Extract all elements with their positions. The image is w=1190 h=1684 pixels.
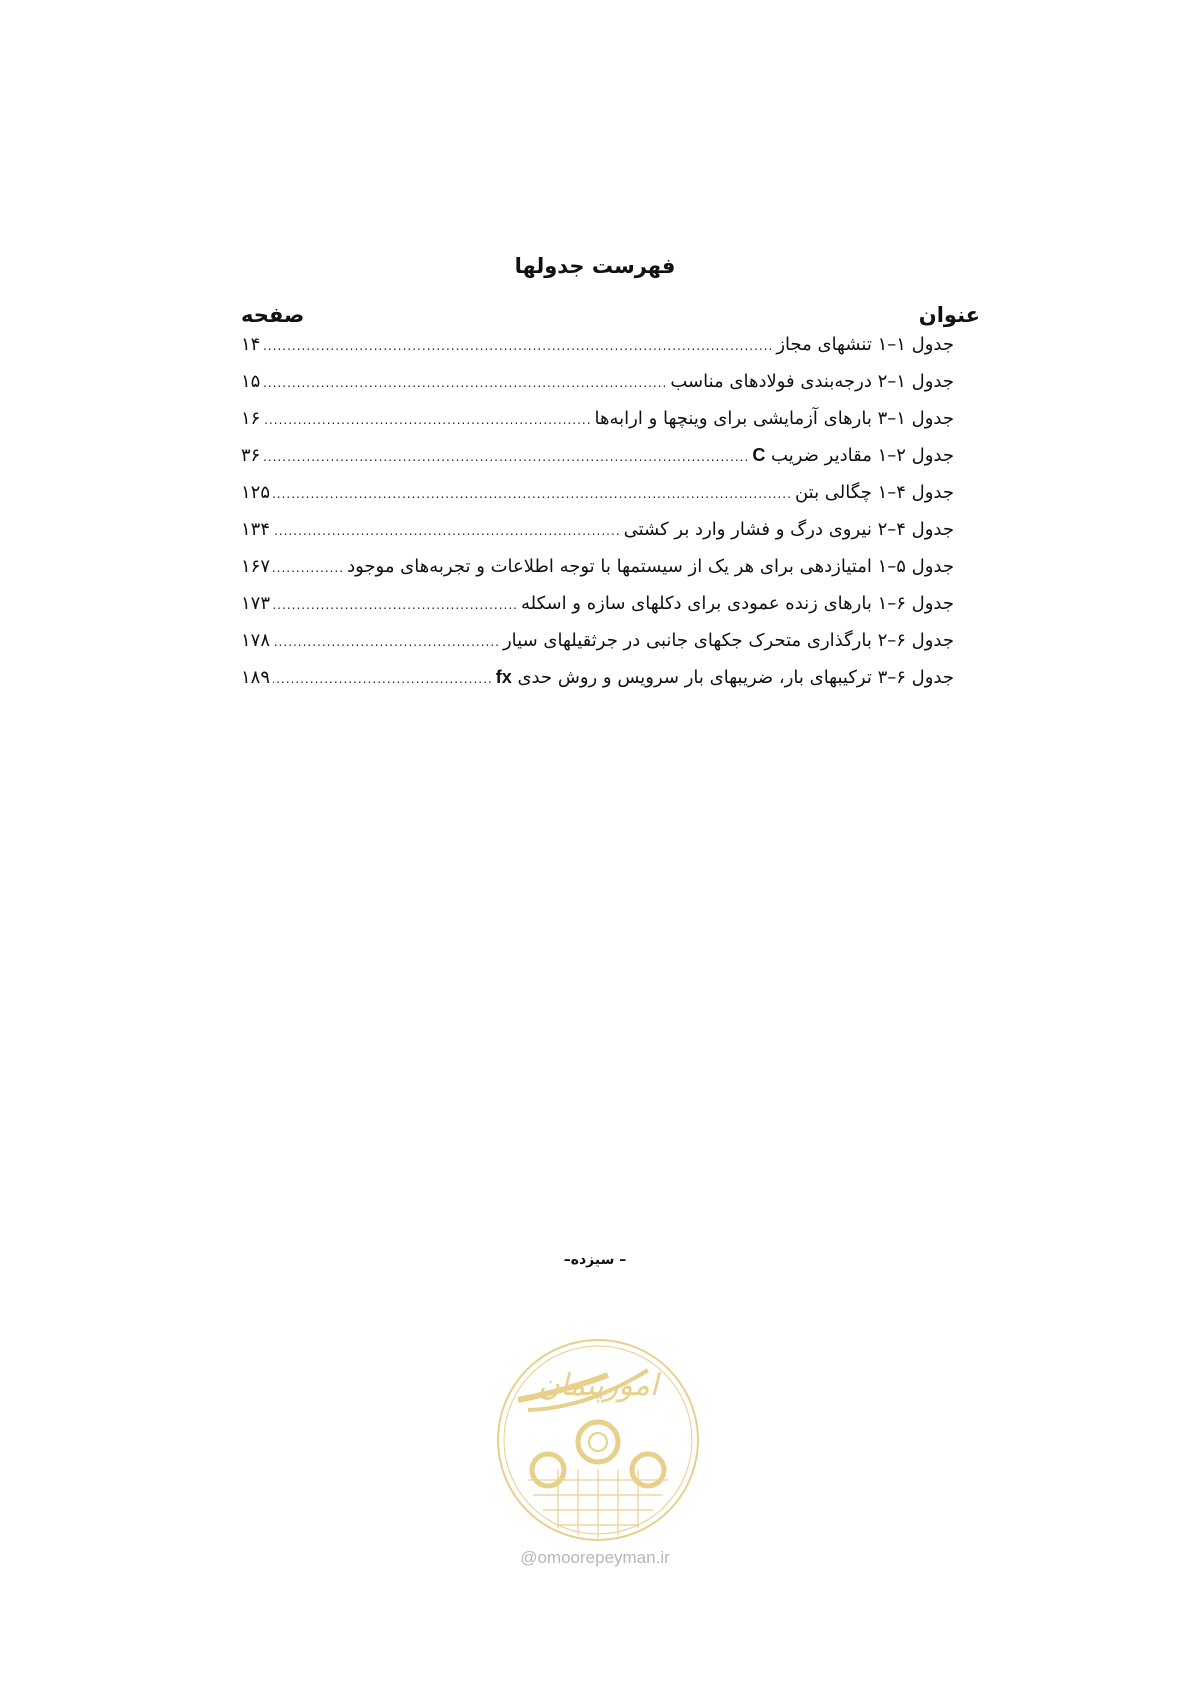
toc-entry[interactable]	[241, 408, 954, 445]
toc-entry[interactable]	[241, 556, 954, 593]
toc-entry[interactable]	[241, 519, 954, 556]
toc-entry-page: ۱۷۸	[241, 630, 271, 651]
toc-entry[interactable]	[241, 593, 954, 630]
toc-entry-label: جدول ۵–۱ امتیازدهی برای هر یک از سیستمها با توجه اطلاعات و تجربه‌های موجود	[347, 556, 954, 577]
toc-entry-label: جدول ۴–۲ نیروی درگ و فشار وارد بر کشتی	[623, 519, 954, 540]
toc-entry-label: جدول ۲–۱ مقادیر ضریب C	[752, 445, 954, 466]
toc-entry-label: جدول ۱–۱ تنشهای مجاز	[776, 334, 954, 355]
toc-entry-page: ۱۴	[241, 334, 261, 355]
toc-entry-page: ۱۶۷	[241, 556, 271, 577]
dot-leader	[263, 376, 667, 390]
dot-leader	[273, 561, 344, 575]
toc-entry-label: جدول ۱–۳ بارهای آزمایشی برای وینچها و ارابه‌ها	[594, 408, 954, 429]
table-of-tables	[241, 334, 954, 704]
column-header-title: عنوان	[918, 303, 980, 327]
toc-entry-label: جدول ۶–۳ ترکیبهای بار، ضریبهای بار سرویس و روش حدی fx	[495, 667, 954, 688]
dot-leader	[263, 450, 749, 464]
toc-entry-page: ۱۲۵	[241, 482, 271, 503]
toc-entry[interactable]	[241, 445, 954, 482]
toc-entry-page: ۱۷۳	[241, 593, 271, 614]
toc-entry-label: جدول ۶–۱ بارهای زنده عمودی برای دکلهای سازه و اسکله	[520, 593, 954, 614]
toc-entry-label: جدول ۶–۲ بارگذاری متحرک جکهای جانبی در جرثقیلهای سیار	[502, 630, 954, 651]
watermark-url: @omoorepeyman.ir	[520, 1548, 670, 1567]
toc-entry-label: جدول ۱–۲ درجه‌بندی فولادهای مناسب	[670, 371, 954, 392]
dot-leader	[273, 635, 500, 649]
dot-leader	[273, 672, 493, 686]
toc-entry[interactable]	[241, 482, 954, 519]
dot-leader	[273, 598, 518, 612]
page-number: – سیزده–	[563, 1252, 627, 1268]
dot-leader	[273, 487, 792, 501]
watermark-logo-text: امورپیمان	[537, 1368, 659, 1403]
dot-leader	[263, 339, 773, 353]
toc-entry[interactable]	[241, 334, 954, 371]
column-header-page: صفحه	[241, 303, 305, 327]
toc-entry-page: ۱۵	[241, 371, 261, 392]
toc-entry-page: ۱۸۹	[241, 667, 271, 688]
toc-entry-label: جدول ۴–۱ چگالی بتن	[794, 482, 954, 503]
page-title: فهرست جدولها	[514, 254, 676, 278]
dot-leader	[273, 524, 621, 538]
toc-entry-page: ۳۶	[241, 445, 261, 466]
toc-entry[interactable]	[241, 371, 954, 408]
watermark-logo	[488, 1330, 708, 1580]
toc-entry[interactable]	[241, 667, 954, 704]
toc-entry-page: ۱۳۴	[241, 519, 271, 540]
toc-entry[interactable]	[241, 630, 954, 667]
toc-entry-page: ۱۶	[241, 408, 261, 429]
dot-leader	[263, 413, 591, 427]
